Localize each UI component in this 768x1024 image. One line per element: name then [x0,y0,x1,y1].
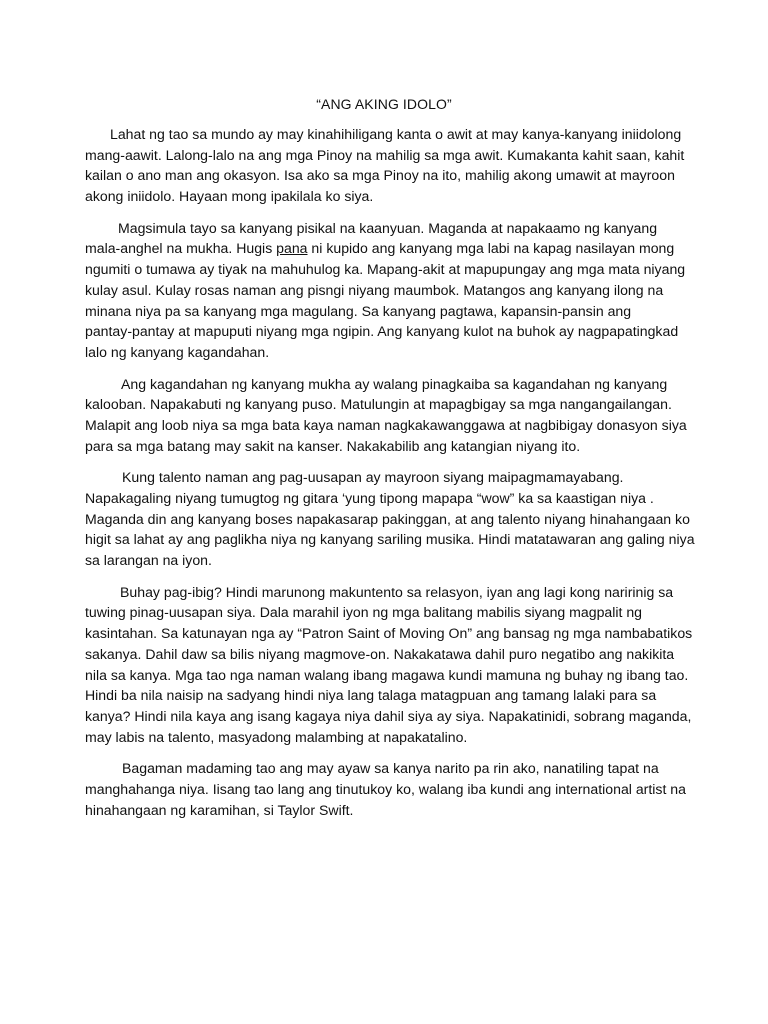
text-line: may labis na talento, masyadong malambing at napakatalino. [85,728,468,745]
text-line: Malapit ang loob niya sa mga bata kaya naman nagkakawanggawa at nagbibigay donasyon siya [85,416,687,433]
text-line: para sa mga batang may sakit na kanser. Nakakabilib ang katangian niyang ito. [85,437,581,454]
text-line: minana niya pa sa kanyang mga magulang. Sa kanyang pagtawa, kapansin-pansin ang [85,302,632,319]
text-line: Lahat ng tao sa mundo ay may kinahihiligang kanta o awit at may kanya-kanyang iniidolong [110,126,682,142]
document-body [85,124,695,831]
text-line: Bagaman madaming tao ang may ayaw sa kanya narito pa rin ako, nanatiling tapat na [122,760,659,777]
text-line: ngumiti o tumawa ay tiyak na mahuhulog ka. Mapang-akit at mapupungay ang mga mata niyang [85,261,686,278]
text-line: Kung talento naman ang pag-uusapan ay mayroon siyang maipagmamayabang. [122,469,624,486]
text-segment: mala-anghel na mukha. Hugis [85,240,277,257]
text-line: kulay asul. Kulay rosas naman ang pisngi niyang maumbok. Matangos ang kanyang ilong na [85,281,664,298]
text-line: hinahangaan ng karamihan, si Taylor Swift. [85,801,354,818]
text-line: Magsimula tayo sa kanyang pisikal na kaanyuan. Maganda at napakaamo ng kanyang [118,219,658,236]
text-line: Hindi ba nila naisip na sadyang hindi niya lang talaga matagpuan ang tamang lalaki para sa [85,687,657,704]
paragraph-intro [85,124,687,207]
text-line: kasintahan. Sa katunayan nga ay “Patron Saint of Moving On” ang bansag ng mga nambabatikos [85,625,693,642]
text-line: pantay-pantay at mapuputi niyang mga ngipin. Ang kanyang kulot na buhok ay nagpapatingkad [85,323,679,340]
text-line: kalooban. Napakabuti ng kanyang puso. Matulungin at mapagbigay sa mga nangangailangan. [85,396,672,413]
text-line: Ang kagandahan ng kanyang mukha ay walang pinagkaiba sa kagandahan ng kanyang [121,375,668,392]
paragraph-character [85,374,687,457]
document-title: “ANG AKING IDOLO” [316,96,452,112]
text-line: kanya? Hindi nila kaya ang isang kagaya niya dahil siya ay siya. Napakatinidi, sobrang maganda, [85,707,692,724]
text-line: manghahanga niya. Iisang tao lang ang tinutukoy ko, walang iba kundi ang international artist na [85,780,686,797]
paragraph-talent [85,467,695,570]
text-line: tuwing pinag-uusapan siya. Dala marahil iyon ng mga balitang mabilis siyang magpalit ng [85,604,643,621]
text-line: mang-aawit. Lalong-lalo na ang mga Pinoy na mahilig sa mga awit. Kumakanta kahit saan, kahit [85,146,685,163]
text-line: Napakagaling niyang tumugtog ng gitara ‘yung tipong mapapa “wow” ka sa kaastigan niya . [85,490,654,506]
text-line: Maganda din ang kanyang boses napakasarap pakinggan, at ang talento niyang hinahangaan ko [85,510,690,527]
text-line [85,238,687,259]
paragraph-love-life [85,582,693,748]
text-line: lalo ng kanyang kagandahan. [85,343,270,360]
text-line: akong iniidolo. Hayaan mong ipakilala ko siya. [85,188,374,205]
paragraph-conclusion [85,758,687,820]
text-line: kailan o ano man ang okasyon. Isa ako sa mga Pinoy na ito, mahilig akong umawit at mayroon [85,167,675,184]
text-line: sa larangan na iyon. [85,552,212,569]
text-line: nila sa kanya. Mga tao nga naman walang ibang magawa kundi mamuna ng buhay ng ibang tao. [85,666,689,683]
text-line: Buhay pag-ibig? Hindi marunong makuntento sa relasyon, iyan ang lagi kong naririnig sa [120,583,674,600]
text-line: higit sa lahat ay ang paglikha niya ng kanyang sariling musika. Hindi matatawaran ang galing niya [85,531,695,548]
text-segment: ni kupido ang kanyang mga labi na kapag nasilayan mong [307,240,675,257]
underlined-word: pana [276,240,308,257]
paragraph-physical [85,218,687,363]
text-line: sakanya. Dahil daw sa bilis niyang magmove-on. Nakakatawa dahil puro negatibo ang nakikita [85,645,675,662]
